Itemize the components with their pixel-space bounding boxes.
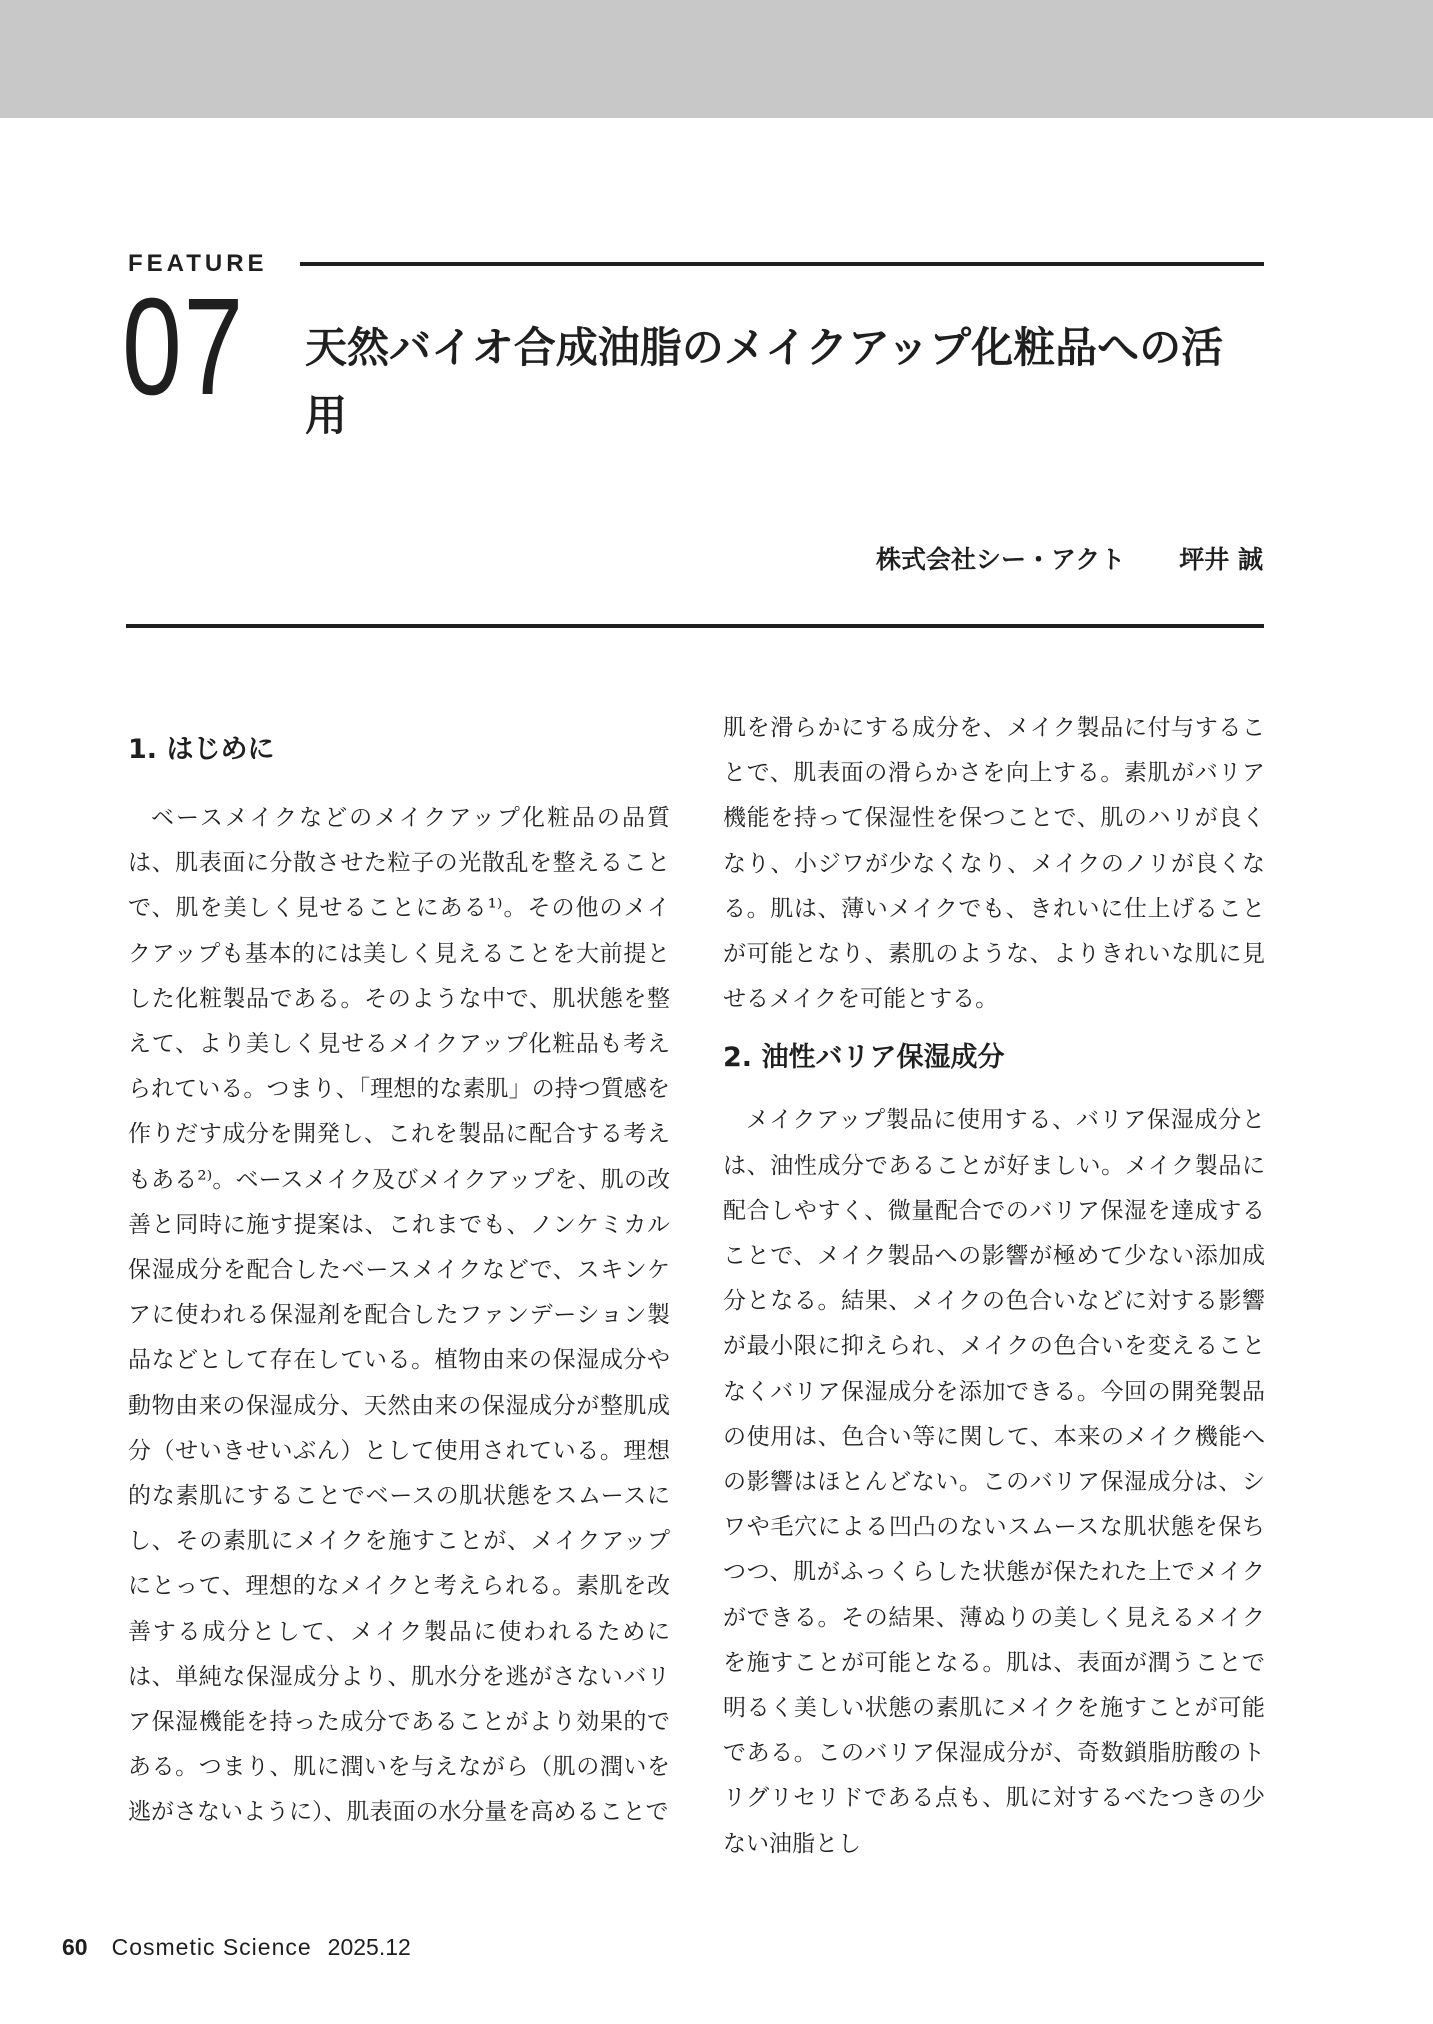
feature-number: 07 — [122, 270, 245, 424]
section-paragraph: メイクアップ製品に使用する、バリア保湿成分とは、油性成分であることが好ましい。メイク製品に配合しやすく、微量配合でのバリア保湿を達成することで、メイク製品への影響が極めて少ない添加成分となる。結果、メイクの色合いなどに対する影響が最小限に抑えられ、メイクの色合いを変えることなくバリア保湿成分を添加できる。今回の開発製品の使用は、色合い等に関して、本来のメイク機能への影響はほとんどない。このバリア保湿成分は、シワや毛穴による凹凸のないスムースな肌状態を保ちつつ、肌がふっくらした状態が保たれた上でメイクができる。その結果、薄ぬりの美しく見えるメイクを施すことが可能となる。肌は、表面が潤うことで明るく美しい状態の素肌にメイクを施すことが可能である。このバリア保湿成分が、奇数鎖脂肪酸のトリグリセリドである点も、肌に対するべたつきの少ない油脂とし — [723, 1107, 1265, 1857]
section-paragraph: ベースメイクなどのメイクアップ化粧品の品質は、肌表面に分散させた粒子の光散乱を整えることで、肌を美しく見せることにある¹⁾。その他のメイクアップも基本的には美しく見えることを大前提とした化粧製品である。そのような中で、肌状態を整えて、より美しく見せるメイクアップ化粧品も考えられている。つまり、「理想的な素肌」の持つ質感を作りだす成分を開発し、これを製品に配合する考えもある²⁾。ベースメイク及びメイクアップを、肌の改善と同時に施す提案は、これまでも、ノンケミカル保湿成分を配合したベースメイクなどで、スキンケアに使われる保湿剤を配合したファンデーション製品などとして存在している。植物由来の保湿成分や動物由来の保湿成分、天然由来の保湿成分が整肌成分（せいきせいぶん）として使用されている。理想的な素肌にすることでベースの肌状態をスムースにし、その素肌にメイクを施すことが、メイクアップにとって、理想的なメイクと考えられる。素肌を改善する成分として、メイク製品に使われるためには、単純な保湿成分より、肌水分を逃がさないバリア保湿機能を持った成分であることがより効果的である。つまり、肌に潤いを与えながら（肌の潤いを逃がさないように）、肌表面の水分量を高めることで — [128, 805, 670, 1826]
section-paragraph-continued: 肌を滑らかにする成分を、メイク製品に付与することで、肌表面の滑らかさを向上する。素肌がバリア機能を持って保湿性を保つことで、肌のハリが良くなり、小ジワが少なくなり、メイクのノリが良くなる。肌は、薄いメイクでも、きれいに仕上げることが可能となり、素肌のような、よりきれいな肌に見せるメイクを可能とする。 — [723, 715, 1265, 1013]
article-title: 天然バイオ合成油脂のメイクアップ化粧品への活用 — [305, 323, 1224, 440]
page-number: 60 — [62, 1934, 88, 1960]
section-heading: 2. 油性バリア保湿成分 — [723, 1042, 1005, 1074]
top-band — [0, 0, 1433, 118]
author-name: 坪井 誠 — [1179, 545, 1263, 574]
byline — [876, 540, 1263, 576]
right-column — [723, 706, 1265, 1867]
company-name: 株式会社シー・アクト — [876, 545, 1126, 574]
title-rule — [300, 262, 1264, 266]
issue-date: 2025.12 — [327, 1934, 411, 1960]
left-column — [128, 700, 670, 1836]
page-footer — [62, 1934, 411, 1961]
feature-label: FEATURE — [128, 250, 268, 277]
section-heading: 1. はじめに — [128, 734, 275, 765]
magazine-name: Cosmetic Science — [111, 1934, 312, 1960]
header-divider — [126, 624, 1264, 628]
